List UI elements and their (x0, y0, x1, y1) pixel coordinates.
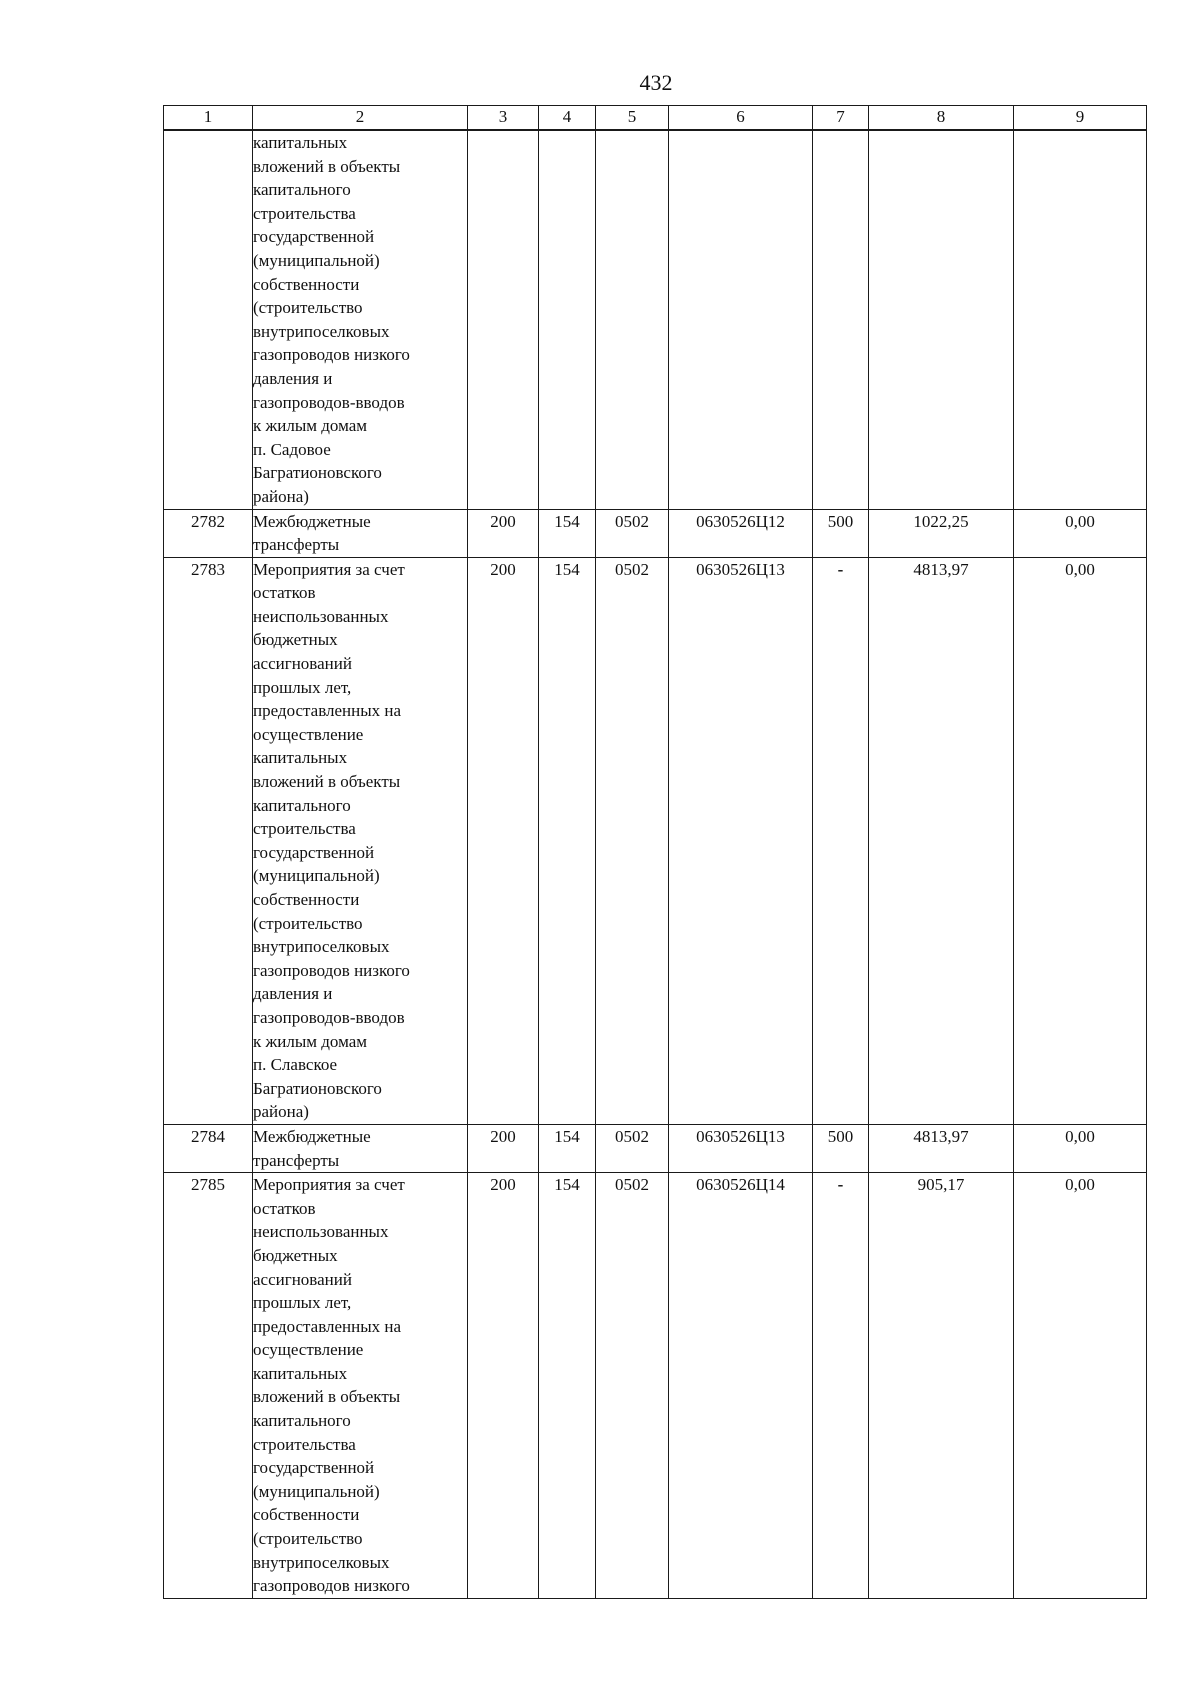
description-line: строительства (253, 203, 356, 223)
description-line: п. Славское (253, 1055, 338, 1075)
table-row (164, 130, 1147, 509)
description-line: района) (253, 486, 309, 506)
cell-col-3: 200 (468, 1173, 539, 1599)
description-line: неиспользованных (253, 606, 389, 626)
cell-col-3: 200 (468, 509, 539, 557)
description-line: Межбюджетные (253, 511, 371, 531)
cell-col-8: 905,17 (869, 1173, 1014, 1599)
cell-col-9 (1014, 130, 1147, 509)
description-line: газопроводов низкого (253, 1576, 410, 1596)
row-number (164, 130, 253, 509)
cell-col-5: 0502 (596, 1124, 669, 1172)
description-line: капитального (253, 180, 351, 200)
cell-col-6: 0630526Ц14 (669, 1173, 813, 1599)
table-body (164, 130, 1147, 1598)
cell-col-4: 154 (539, 509, 596, 557)
row-description (253, 1124, 468, 1172)
description-line: осуществление (253, 1340, 364, 1360)
cell-col-8 (869, 130, 1014, 509)
description-line: давления и (253, 368, 333, 388)
cell-col-7: - (813, 557, 869, 1124)
cell-col-4 (539, 130, 596, 509)
description-line: вложений в объекты (253, 1387, 401, 1407)
header-col-1: 1 (164, 106, 253, 131)
description-line: капитального (253, 1411, 351, 1431)
cell-col-6: 0630526Ц12 (669, 509, 813, 557)
header-col-8: 8 (869, 106, 1014, 131)
description-line: (строительство (253, 298, 363, 318)
description-line: капитальных (253, 748, 348, 768)
description-line: трансферты (253, 1150, 340, 1170)
header-col-3: 3 (468, 106, 539, 131)
cell-col-5 (596, 130, 669, 509)
description-line: собственности (253, 1505, 360, 1525)
description-line: Межбюджетные (253, 1126, 371, 1146)
description-line: Мероприятия за счет (253, 1175, 405, 1195)
description-line: капитального (253, 795, 351, 815)
page-number: 432 (639, 70, 673, 95)
description-line: государственной (253, 1458, 375, 1478)
description-line: Багратионовского (253, 1078, 382, 1098)
cell-col-7: - (813, 1173, 869, 1599)
description-line: внутрипоселковых (253, 321, 390, 341)
description-line: трансферты (253, 535, 340, 555)
table-row (164, 557, 1147, 1124)
row-description (253, 130, 468, 509)
cell-col-3: 200 (468, 557, 539, 1124)
description-line: предоставленных на (253, 701, 402, 721)
cell-col-8: 4813,97 (869, 1124, 1014, 1172)
description-line: Мероприятия за счет (253, 559, 405, 579)
row-description (253, 509, 468, 557)
header-col-7: 7 (813, 106, 869, 131)
row-description (253, 1173, 468, 1599)
header-col-6: 6 (669, 106, 813, 131)
header-col-2: 2 (253, 106, 468, 131)
description-line: ассигнований (253, 1269, 352, 1289)
description-line: осуществление (253, 724, 364, 744)
table-row (164, 1124, 1147, 1172)
cell-col-8: 4813,97 (869, 557, 1014, 1124)
cell-col-6: 0630526Ц13 (669, 557, 813, 1124)
cell-col-3 (468, 130, 539, 509)
row-description (253, 557, 468, 1124)
description-line: к жилым домам (253, 1031, 368, 1051)
row-number: 2785 (164, 1173, 253, 1599)
description-line: собственности (253, 274, 360, 294)
description-line: района) (253, 1102, 309, 1122)
description-line: капитальных (253, 133, 348, 152)
description-line: внутрипоселковых (253, 1552, 390, 1572)
description-line: к жилым домам (253, 416, 368, 436)
description-line: капитальных (253, 1363, 348, 1383)
description-line: Багратионовского (253, 463, 382, 483)
header-col-4: 4 (539, 106, 596, 131)
budget-table (163, 105, 1147, 1599)
cell-col-7 (813, 130, 869, 509)
description-line: (муниципальной) (253, 1481, 380, 1501)
description-line: (строительство (253, 913, 363, 933)
description-line: давления и (253, 984, 333, 1004)
table-row (164, 509, 1147, 557)
cell-col-9: 0,00 (1014, 1173, 1147, 1599)
description-line: бюджетных (253, 630, 338, 650)
description-line: газопроводов-вводов (253, 1007, 405, 1027)
description-line: неиспользованных (253, 1222, 389, 1242)
description-line: (строительство (253, 1529, 363, 1549)
description-line: бюджетных (253, 1245, 338, 1265)
header-row (164, 106, 1147, 131)
description-line: государственной (253, 227, 375, 247)
cell-col-4: 154 (539, 1124, 596, 1172)
description-line: строительства (253, 819, 356, 839)
cell-col-5: 0502 (596, 509, 669, 557)
description-line: прошлых лет, (253, 1293, 352, 1313)
description-line: собственности (253, 890, 360, 909)
description-line: (муниципальной) (253, 250, 380, 270)
description-line: вложений в объекты (253, 156, 401, 176)
cell-col-5: 0502 (596, 557, 669, 1124)
description-line: п. Садовое (253, 439, 331, 459)
description-line: государственной (253, 842, 375, 862)
description-line: газопроводов-вводов (253, 392, 405, 412)
cell-col-6 (669, 130, 813, 509)
description-line: предоставленных на (253, 1316, 402, 1336)
cell-col-9: 0,00 (1014, 1124, 1147, 1172)
cell-col-9: 0,00 (1014, 509, 1147, 557)
description-line: внутрипоселковых (253, 937, 390, 957)
cell-col-7: 500 (813, 1124, 869, 1172)
description-line: газопроводов низкого (253, 960, 410, 980)
description-line: газопроводов низкого (253, 345, 410, 365)
cell-col-7: 500 (813, 509, 869, 557)
cell-col-3: 200 (468, 1124, 539, 1172)
row-number: 2784 (164, 1124, 253, 1172)
description-line: вложений в объекты (253, 772, 401, 792)
header-col-5: 5 (596, 106, 669, 131)
table-row (164, 1173, 1147, 1599)
cell-col-9: 0,00 (1014, 557, 1147, 1124)
row-number: 2783 (164, 557, 253, 1124)
description-line: остатков (253, 583, 316, 603)
header-col-9: 9 (1014, 106, 1147, 131)
description-line: (муниципальной) (253, 866, 380, 886)
cell-col-4: 154 (539, 557, 596, 1124)
cell-col-4: 154 (539, 1173, 596, 1599)
description-line: прошлых лет, (253, 677, 352, 697)
description-line: ассигнований (253, 654, 352, 674)
description-line: остатков (253, 1198, 316, 1218)
row-number: 2782 (164, 509, 253, 557)
cell-col-8: 1022,25 (869, 509, 1014, 557)
cell-col-6: 0630526Ц13 (669, 1124, 813, 1172)
cell-col-5: 0502 (596, 1173, 669, 1599)
description-line: строительства (253, 1434, 356, 1454)
